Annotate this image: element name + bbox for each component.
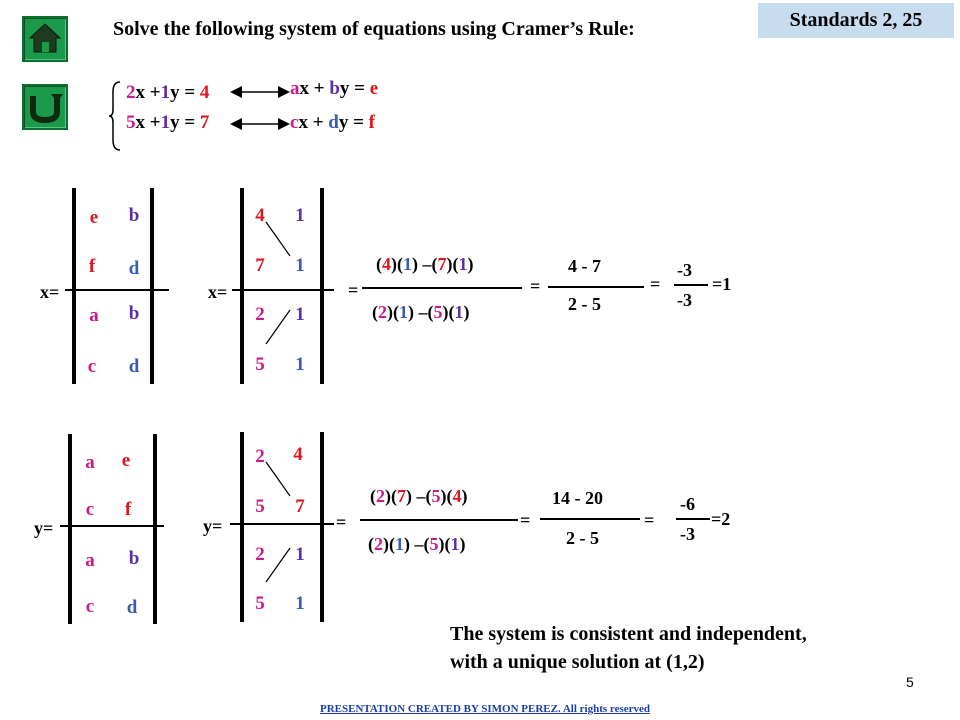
y-label: y= xyxy=(34,518,54,538)
conclusion-line-2: with a unique solution at (1,2) xyxy=(450,651,705,673)
y-result: =2 xyxy=(711,509,731,529)
cell-1: 1 xyxy=(295,354,305,375)
determinant-bar xyxy=(150,188,154,384)
cell-5: 5 xyxy=(255,593,265,614)
x-result: =1 xyxy=(712,274,732,294)
fraction-bar xyxy=(676,518,710,520)
brace-icon xyxy=(108,80,122,152)
page-number: 5 xyxy=(906,674,914,690)
cell-4: 4 xyxy=(255,205,265,226)
general-equation-2: cx + dy = f xyxy=(290,112,375,133)
fraction-bar xyxy=(540,518,640,520)
return-icon xyxy=(24,86,66,128)
x-step3-numerator: -3 xyxy=(677,260,692,280)
y-step2-numerator: 14 - 20 xyxy=(552,488,603,508)
conclusion-line-1: The system is consistent and independent, xyxy=(450,623,807,645)
general-equation-1: ax + by = e xyxy=(290,78,379,99)
cell-a: a xyxy=(85,452,95,473)
x-numeric-fraction-bar xyxy=(232,289,334,291)
fraction-bar xyxy=(362,287,522,289)
y-generic-fraction-bar xyxy=(60,525,164,527)
cell-c: c xyxy=(85,499,95,520)
cell-7: 7 xyxy=(295,496,305,517)
y-step3-denominator: -3 xyxy=(680,524,695,544)
equals: = xyxy=(644,510,655,530)
equals: = xyxy=(530,276,541,296)
cell-e: e xyxy=(89,207,99,228)
cell-e: e xyxy=(121,450,131,471)
equals: = xyxy=(520,510,531,530)
home-button[interactable] xyxy=(22,16,68,62)
x-label-numeric: x= xyxy=(208,282,228,302)
y-step1-denominator: (2)(1) –(5)(1) xyxy=(368,534,466,554)
y-step1-numerator: (2)(7) –(5)(4) xyxy=(370,486,468,506)
cell-a: a xyxy=(85,550,95,571)
equals: = xyxy=(348,280,359,300)
x-step2-denominator: 2 - 5 xyxy=(568,294,601,314)
determinant-bar xyxy=(72,188,76,384)
cell-4: 4 xyxy=(293,444,303,465)
cell-5: 5 xyxy=(255,496,265,517)
cell-d: d xyxy=(128,258,140,279)
determinant-bar xyxy=(153,434,157,624)
cell-2: 2 xyxy=(255,304,265,325)
y-label-numeric: y= xyxy=(203,516,223,536)
cell-2: 2 xyxy=(255,446,265,467)
fraction-bar xyxy=(360,519,518,521)
determinant-bar xyxy=(240,432,244,622)
return-button[interactable] xyxy=(22,84,68,130)
cell-c: c xyxy=(85,596,95,617)
equation-2: 5x +1y = 7 xyxy=(126,112,210,133)
x-step1-numerator: (4)(1) –(7)(1) xyxy=(376,254,474,274)
y-step2-denominator: 2 - 5 xyxy=(566,528,599,548)
cell-5: 5 xyxy=(255,354,265,375)
determinant-bar xyxy=(240,188,244,384)
cell-c: c xyxy=(87,356,97,377)
determinant-bar xyxy=(320,188,324,384)
cell-1: 1 xyxy=(295,304,305,325)
cell-2: 2 xyxy=(255,544,265,565)
determinant-bar xyxy=(320,432,324,622)
footer-credit-link[interactable]: PRESENTATION CREATED BY SIMON PEREZ. All rights reserved xyxy=(320,703,651,715)
cell-b: b xyxy=(128,548,140,569)
conclusion xyxy=(450,620,807,676)
cell-1: 1 xyxy=(295,544,305,565)
page-title: Solve the following system of equations using Cramer’s Rule: xyxy=(113,18,635,40)
standards-badge: Standards 2, 25 xyxy=(758,3,954,38)
cell-d: d xyxy=(128,356,140,377)
cell-1: 1 xyxy=(295,205,305,226)
cell-1: 1 xyxy=(295,255,305,276)
equals: = xyxy=(650,274,661,294)
equals: = xyxy=(336,512,347,532)
x-label: x= xyxy=(40,282,60,302)
cell-b: b xyxy=(128,205,140,226)
x-step3-denominator: -3 xyxy=(677,290,692,310)
fraction-bar xyxy=(548,286,644,288)
cell-f: f xyxy=(124,499,132,520)
cell-f: f xyxy=(88,256,96,277)
cell-1: 1 xyxy=(295,593,305,614)
home-icon xyxy=(24,18,66,60)
x-step1-denominator: (2)(1) –(5)(1) xyxy=(372,302,470,322)
fraction-bar xyxy=(674,284,708,286)
determinant-bar xyxy=(68,434,72,624)
cell-a: a xyxy=(89,305,99,326)
y-numeric-fraction-bar xyxy=(230,523,334,525)
x-step2-numerator: 4 - 7 xyxy=(568,256,601,276)
equation-1: 2x +1y = 4 xyxy=(126,82,210,103)
cell-d: d xyxy=(126,597,138,618)
cell-b: b xyxy=(128,303,140,324)
cell-7: 7 xyxy=(255,255,265,276)
y-step3-numerator: -6 xyxy=(680,494,695,514)
